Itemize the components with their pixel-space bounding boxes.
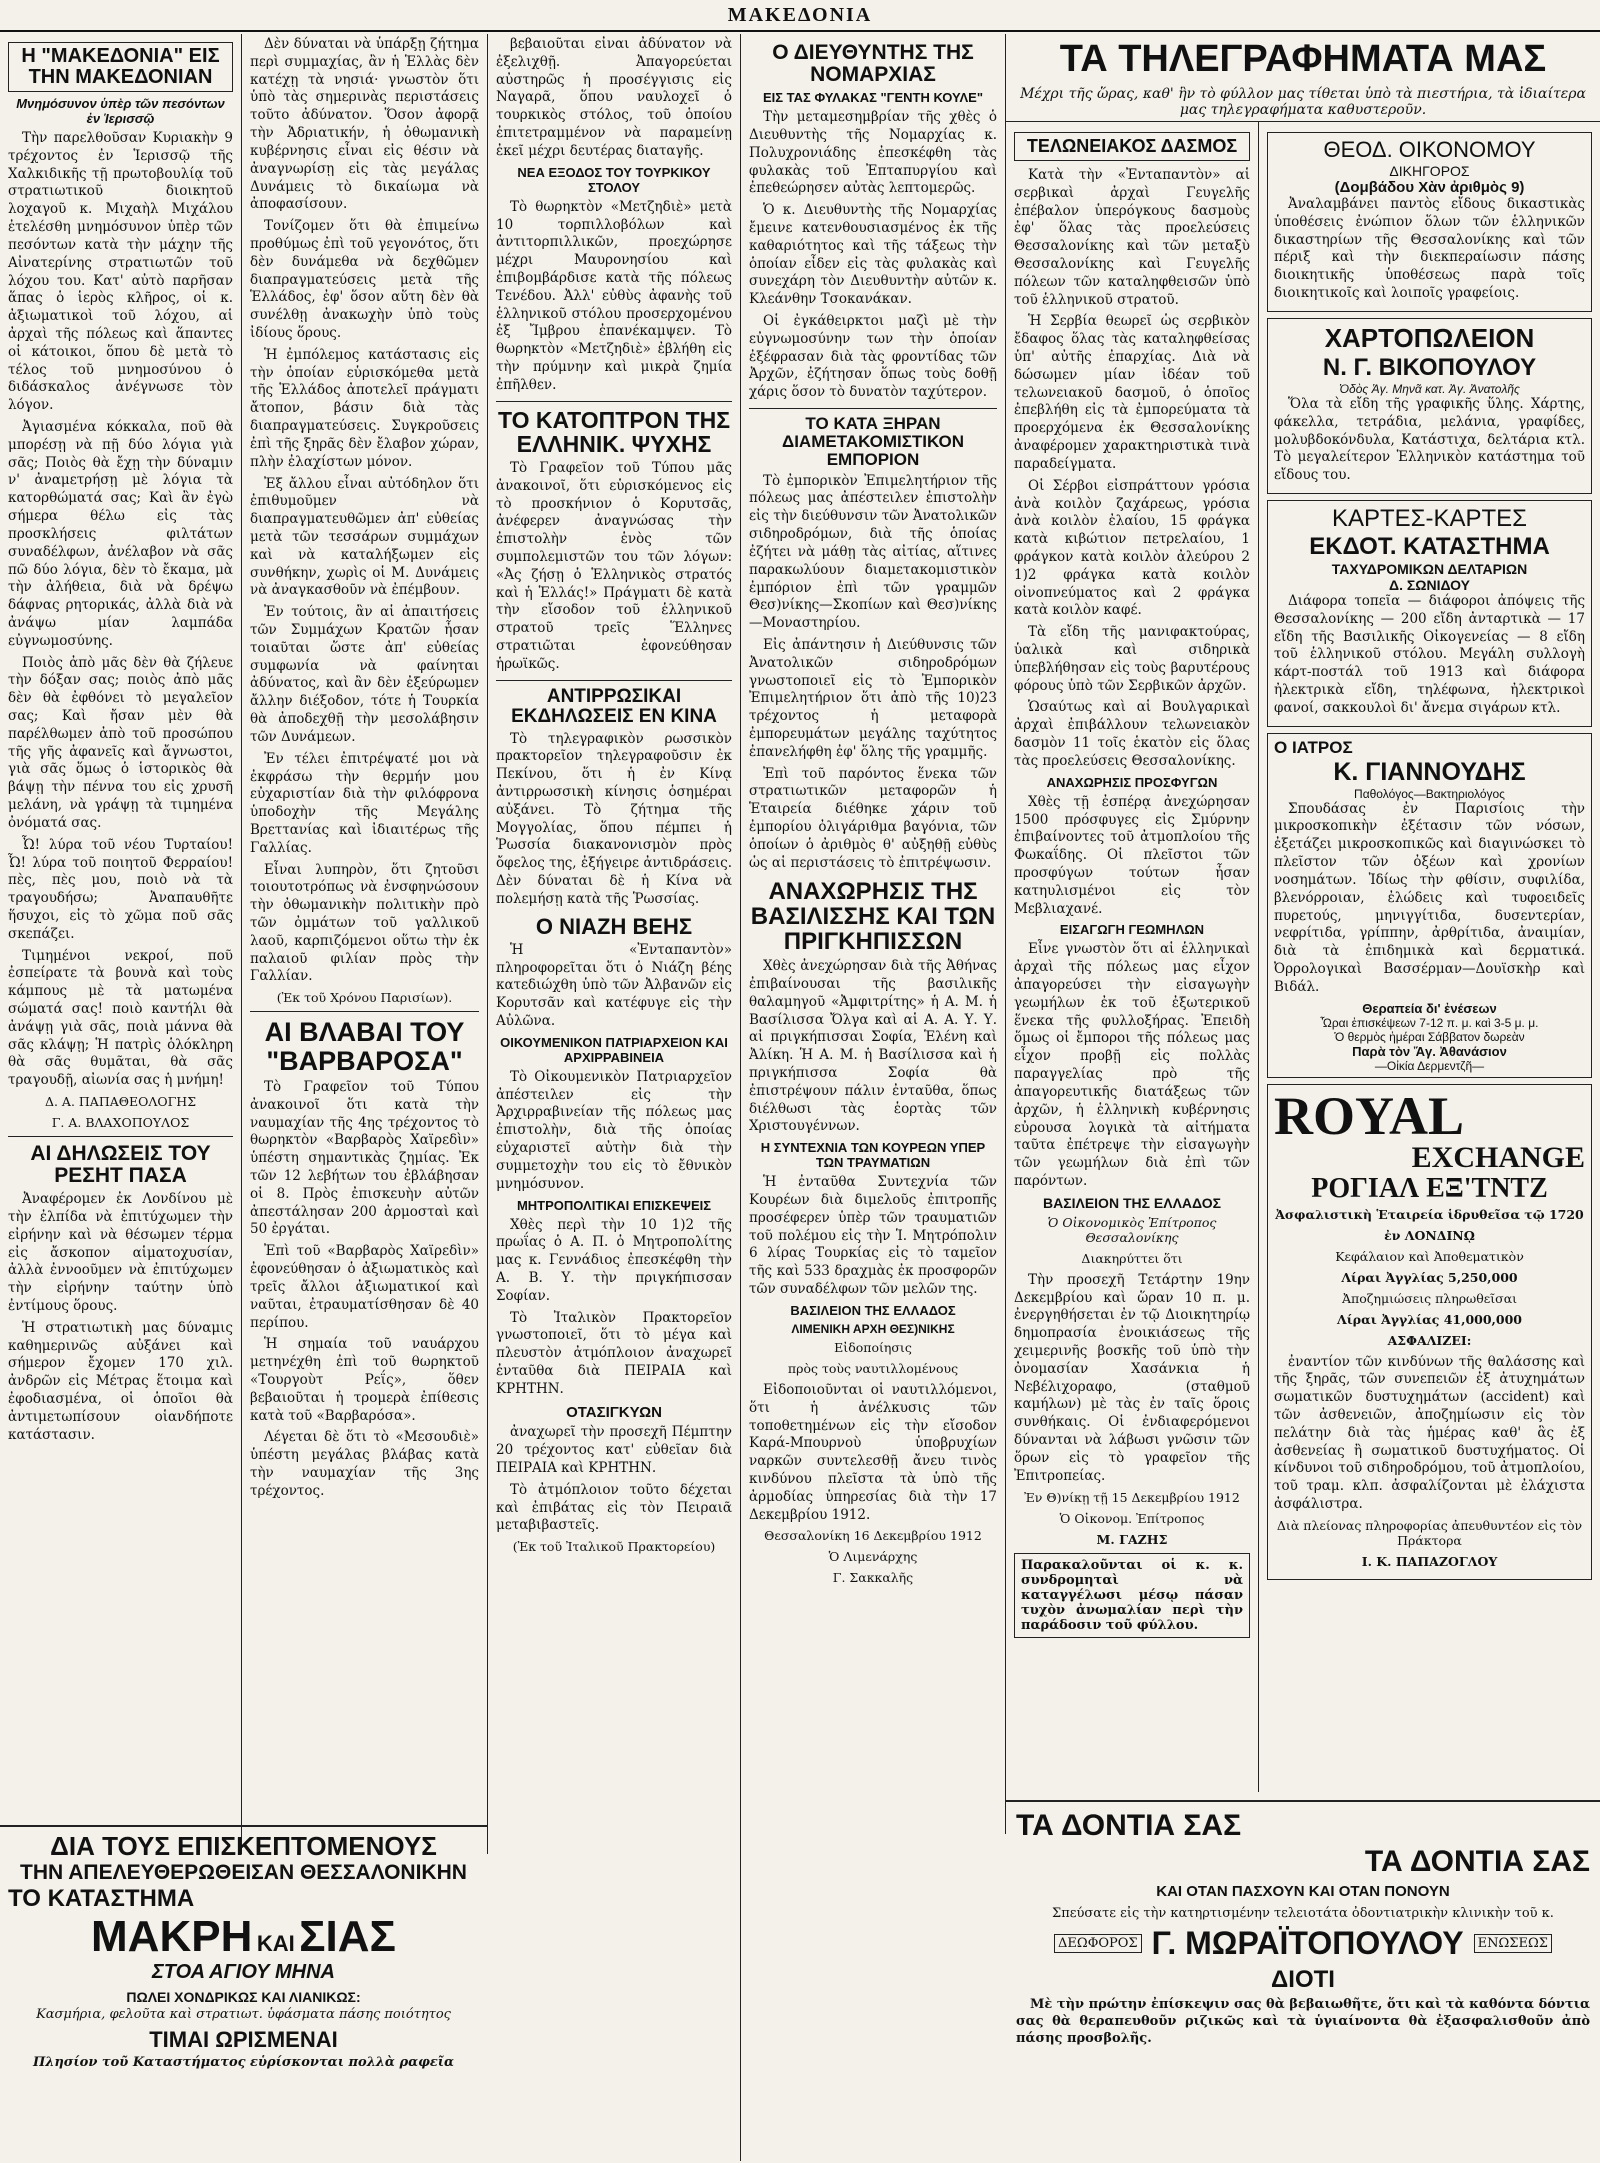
article-text: Ἐπὶ τοῦ «Βαρβαρὸς Χαϊρεδὶν» ἐφονεύθησαν ὁ ἀξιωματικὸς καὶ τρεῖς ἄλλοι ἀξιωματικοί καὶ ναῦται, ἐτραυματίσθησαν δὲ 40 περίπου. (250, 1243, 479, 1331)
article-text: Οἱ Σέρβοι εἰσπράττουν γρόσια ἀνὰ κοιλὸν ζαχάρεως, γρόσια ἀνὰ κοιλὸν ἐλαίου, 15 φράγκα κατὰ κιβώτιον πετρελαίου, 1 φράγκον κατὰ κοιλὸν ἀλεύρου 2 1)2 φράγκα κατὰ κοιλὸν οἰνοπνεύματος καὶ 2 φράγκα κατὰ κοιλὸν καφέ. (1014, 477, 1250, 619)
headline-refugees: ΑΝΑΧΩΡΗΣΙΣ ΠΡΟΣΦΥΓΩΝ (1046, 774, 1218, 790)
article-text: βεβαιοῦται εἶναι ἀδύνατον νὰ ἐξελιχθῇ. Ἀπαγορεύεται αὐστηρῶς ἡ προσέγγισις εἰς Ναγαρᾶ, ὅπου ναυλοχεῖ ὁ τουρκικὸς στόλος, τοῦ ὁποίου ἐπιτετραμμένον νὰ παραμείνῃ ἐκεῖ μέχρι δευτέρας διαταγῆς. (496, 36, 732, 159)
ad-postcards (1267, 500, 1592, 727)
ad-store-name (8, 1911, 479, 1961)
ad-text: Ὅλα τὰ εἴδη τῆς γραφικῆς ὕλης. Χάρτης, φάκελλα, τετράδια, μελάνια, γραφίδες, μολυβδοκόνδυλα, Κατάστιχα, δελτάρια κτλ. Τὸ μεγαλείτερον Ἑλληνικὸν κατάστημα τοῦ εἴδους του. (1274, 395, 1585, 484)
ad-line: Κασμήρια, φελοῦτα καὶ στρατιωτ. ὑφάσματα πάσης ποιότητος (36, 2006, 451, 2022)
article-text: Τὸ Οἰκουμενικὸν Πατριαρχεῖον ἀπέστειλεν εἰς τὴν Ἀρχιρραβινείαν τῆς πόλεως μας ἐπιστολὴν, διὰ τῆς ὁποίας εὐχαριστεῖ αὐτὴν διὰ τὴν συμμετοχὴν του εἰς τὸ ἔθνικὸν μνημόσυνον. (496, 1068, 732, 1192)
ad-owner: Ν. Γ. ΒΙΚΟΠΟΥΛΟΥ (1322, 353, 1537, 381)
source-line: (Ἐκ τοῦ Ἰταλικοῦ Πρακτορείου) (512, 1539, 716, 1555)
article-text: Τὴν παρελθοῦσαν Κυριακὴν 9 τρέχοντος ἐν Ἱερισσῷ τῆς Χαλκιδικῆς τῇ πρωτοβουλίᾳ τοῦ στρατιωτικοῦ διοικητοῦ λοχαγοῦ κ. Μιχαὴλ Μιχάλου ἐτελέσθη μνημόσυνον ὑπὲρ τῶν πεσόντων κατὰ τὴν μάχην τῆς Αἰνατερίνης στρατιωτῶν τοῦ λόχου του. Κατ' αὐτὸ παρῆσαν ἅπας ὁ ἱερὸς κλῆρος, οἱ κ. ἀξιωματικοὶ τοῦ λόχου, αἱ ἀρχαὶ τῆς πόλεως καὶ ἅπαντες οἱ κάτοικοι, ὅπου δὲ μετὰ τὸ τέλος τοῦ μνημοσύνου ὁ διδάσκαλος ἀνέγνωσε τὸν λόγον. (8, 130, 233, 414)
article-text: Εἶναι λυπηρὸν, ὅτι ζητοῦσι τοιουτοτρόπως νὰ ἐνσφηνώσουν τὴν ὀθωμανικὴν πολιτικὴν πρὸ τῶν ὀμμάτων τοῦ γαλλικοῦ λαοῦ, καρπιζόμενοι οὕτω τὴν ἐκ παλαιοῦ φιλίαν πρὸς τὴν Γαλλίαν. (250, 861, 479, 985)
ad-title: ΚΑΡΤΕΣ-ΚΑΡΤΕΣ (1331, 504, 1528, 532)
ad-text: ἐναντίον τῶν κινδύνων τῆς θαλάσσης καὶ τῆς ξηρᾶς, τῶν συνεπειῶν ἐξ ἀτυχημάτων σωματικῶν δυστυχημάτων (accident) καὶ τῶν ἀσθενειῶν, ἀποζημίωσιν εἰς τὸν πελάτην διὰ τὰς ἡμέρας καθ' ἃς ἐξ ἀσθενείας ἢ σωματικοῦ δυστυχήματος. Οἱ κίνδυνοι τοῦ σιδηροδρόμου, τοῦ ἀτμοπλοίου, τοῦ τραμ. κλπ. ἀσφαλίζονται μὲ ἐλάχιστα ἀσφάλιστρα. (1274, 1353, 1585, 1513)
ad-line: ΤΗΝ ΑΠΕΛΕΥΘΕΡΩΘΕΙΣΑΝ ΘΕΣΣΑΛΟΝΙΚΗΝ (20, 1861, 467, 1885)
article-text: Ἡ Σερβία θεωρεῖ ὡς σερβικὸν ἔδαφος ὅλας τὰς καταληφθείσας ὑπ' αὐτῆς ἐπαρχίας. Διὰ νὰ δώσωμεν μίαν ἰδέαν τοῦ τελωνειακοῦ δασμοῦ, ὁ ὁποῖος ἐπεβλήθη εἰς τὰ ἐμπορεύματα τὰ προερχόμενα ἐκ Θεσσαλονίκης ἀναφέρομεν χαρακτηριστικὰ τινὰ παραδείγματα. (1014, 313, 1250, 472)
article-text: Τὰ εἴδη τῆς μανιφακτούρας, ὑαλικὰ καὶ σιδηρικὰ ὑπεβλήθησαν εἰς τοὺς βαρυτέρους φόρους ὑπὸ τῶν Σερβικῶν ἀρχῶν. (1014, 624, 1250, 694)
ad-text: Μὲ τὴν πρώτην ἐπίσκεψιν σας θὰ βεβαιωθῆτε, ὅτι καὶ τὰ καθόντα δόντια σας θὰ θεραπευθοῦν ριζικῶς καὶ τὰ ὑγιαίνοντα θὰ ἐξασφαλισθοῦν ἀπὸ πάσης προσβολῆς. (1016, 1996, 1590, 2047)
article-text: Τὸ Ἰταλικὸν Πρακτορεῖον γνωστοποιεῖ, ὅτι τὸ μέγα καὶ πλευστὸν ἀτμόπλοιον ἀναχωρεῖ ἐνταῦθα διὰ ΠΕΙΡΑΙΑ καὶ ΚΡΗΤΗΝ. (496, 1309, 732, 1397)
ad-amount: Λίραι Ἀγγλίας 5,250,000 (1341, 1269, 1518, 1285)
ad-text: Ἀποζημιώσεις πληρωθεῖσαι (1341, 1290, 1518, 1306)
telegrams-banner (1006, 36, 1600, 122)
article-text: Ἡ ἐμπόλεμος κατάστασις εἰς τὴν ὁποίαν εὑρισκόμεθα μετὰ τῆς Ἑλλάδος ἀποτελεῖ πράγματι ἄτοπον, βάσιν διὰ τὰς διαπραγματεύσεις. Συγκροῦσεις ἐπὶ τῆς ξηρᾶς δὲν ἔλαβον χώραν, πλὴν ἐλαχίστων μόνον. (250, 346, 479, 470)
subheadline: ΛΙΜΕΝΙΚΗ ΑΡΧΗ ΘΕΣ)ΝΙΚΗΣ (791, 1321, 955, 1336)
date-line: Ἐν Θ)νίκῃ τῇ 15 Δεκεμβρίου 1912 (1024, 1489, 1240, 1505)
ad-dentist (1006, 1800, 1600, 2163)
ad-title: Κ. ΓΙΑΝΝΟΥΔΗΣ (1333, 757, 1526, 786)
divider (496, 680, 732, 681)
source-line: (Ἐκ τοῦ Χρόνου Παρισίων). (276, 990, 453, 1006)
headline-kingdom: ΒΑΣΙΛΕΙΟΝ ΤΗΣ ΕΛΛΑΔΟΣ (1042, 1194, 1222, 1211)
ad-title: ΧΑΡΤΟΠΩΛΕΙΟΝ (1324, 322, 1535, 353)
article-text: Εἰς ἀπάντησιν ἡ Διεύθυνσις τῶν Ἀνατολικῶν σιδηροδρόμων γνωστοποιεῖ εἰς τὸ Ἐμπορικὸν Ἐπιμελητήριον ὅτι ἀπὸ τῆς 10)23 τρέχοντος ἡ μεταφορὰ ἐμπορευμάτων μεγάλης ταχύτητος ἐπανελήφθη ἐφ' ὅλης τῆς γραμμῆς. (749, 636, 997, 760)
headline-customs: ΤΕΛΩΝΕΙΑΚΟΣ ΔΑΣΜΟΣ (1014, 132, 1250, 161)
article-text: Ποιὸς ἀπὸ μᾶς δὲν θὰ ζήλευε τὴν δόξαν σας; ποιὸς ἀπὸ μᾶς δὲν θὰ ἐφθόνει τὸ μεγαλεῖον σας; Καὶ ἤσαν μὲν θὰ παρέλθωμεν ἀπὸ τοῦ προσώπου τῆς γῆς ἀφανεῖς καὶ ἄγνωστοι, γιὰ σᾶς ὅμως ὁ ἱστορικὸς θὰ βάψῃ τὴν πέννα του εἰς χρυσῆ μελάνη, νὰ γράψῃ τὰ τιμημένα ὀνόματά σας. (8, 654, 233, 831)
ad-lawyer (1267, 132, 1592, 312)
headline-niazi-bey: Ο ΝΙΑΖΗ ΒΕΗΣ (535, 913, 693, 939)
ad-text: Σπουδάσας ἐν Παρισίοις τὴν μικροσκοπικὴν ἐξέτασιν τῶν νόσων, ἐξετάζει μικροσκοπικῶς καὶ διαγινώσκει τὸ πλεῖστον τῶν ὀξέων καὶ χρονίων νοσημάτων. Ἰδίως τὴν φθίσιν, συφιλίδα, βλενόρροιαν, ἐλώδεις καὶ τυφοειδεῖς πυρετούς, μηνιγγίτιδα, δυσεντερίαν, νεφρίτιδα, γρίππην, ἀρθρίτιδα, ἀναιμίαν, διὰ τὰ ἐπιδημικὰ καὶ δερματικά. Ὀρρολογικαὶ Βασσέρμαν—Δουϊσκὴρ καὶ Βιδάλ. (1274, 800, 1585, 995)
ad-stationery (1267, 318, 1592, 494)
article-text: Τὸ ἐμπορικὸν Ἐπιμελητήριον τῆς πόλεως μας ἀπέστειλεν ἐπιστολὴν εἰς τὴν διεύθυνσιν τῶν Ἀνατολικῶν σιδηροδρόμων, διὰ τῆς ὁποίας ἐζήτει νὰ μάθῃ τὰς αἰτίας, αἵτινες παρακωλύουν διαμετακομιστικὸν ἐμπόριον ἐπὶ τῶν γραμμῶν Θεσ)νίκης—Σκοπίων καὶ Θεσ)νίκης—Μοναστηρίου. (749, 472, 997, 632)
article-text: Λέγεται δὲ ὅτι τὸ «Μεσουδιὲ» ὑπέστη μεγάλας βλάβας κατὰ τὴν ναυμαχίαν τῆς 3ης τρέχοντος. (250, 1429, 479, 1499)
ad-hours: Ὁ θερμὸς ἡμέραι Σάββατον δωρεὰν (1334, 1029, 1525, 1044)
article-text: Κατὰ τὴν «Ἐνταπαντὸν» αἱ σερβικαὶ ἀρχαὶ Γευγελῆς ἐπέβαλον ὑπερόγκους δασμοὺς ἐφ' ὅλας τὰς προελεύσεις Θεσσαλονίκης καὶ τῶν μεταξὺ Θεσσαλονίκης καὶ Γευγελῆς πόλεων τῶν καταληφθεισῶν ὑπὸ τοῦ ἑλληνικοῦ στρατοῦ. (1014, 166, 1250, 308)
ad-text: Θεραπεία δι' ἐνέσεων (1362, 1000, 1497, 1016)
column-2 (242, 36, 487, 1816)
ad-royal-exchange (1267, 1084, 1592, 1580)
headline-metropolitan: ΜΗΤΡΟΠΟΛΙΤΙΚΑΙ ΕΠΙΣΚΕΨΕΙΣ (516, 1197, 712, 1213)
ad-subtitle: ΔΙΚΗΓΟΡΟΣ (1389, 163, 1470, 179)
article-text: Ἐν τούτοις, ἂν αἱ ἀπαιτήσεις τῶν Συμμάχων Κρατῶν ἦσαν τοιαῦται ὥστε ἀπ' εὐθείας συμφωνία νὰ φαίνηται ἀδύνατος, καὶ ἂν δὲν ἐξεύρωμεν ἄλλην διέξοδον, τότε ἡ Τουρκία θὰ ἀποδεχθῇ τὴν μεσολάβησιν τῶν Δυνάμεων. (250, 604, 479, 745)
article-text: Ὦ! λύρα τοῦ νέου Τυρταίου! Ὦ! λύρα τοῦ ποιητοῦ Φερραίου! πὲς, πὲς μου, ποιὸ νὰ τὰ τραγουδήσω; Ἀναπαυθῆτε ἥσυχοι, εἰς τὸ χῶμα ποῦ σᾶς σκεπάζει. (8, 836, 233, 942)
headline-nomarchy: Ο ΔΙΕΥΘΥΝΤΗΣ ΤΗΣ ΝΟΜΑΡΧΙΑΣ (772, 41, 974, 87)
ad-address: (Δομβάδου Χὰν ἀριθμὸς 9) (1334, 179, 1525, 196)
notice-title: πρὸς τοὺς ναυτιλλομένους (787, 1360, 959, 1376)
ad-text: Ἀσφαλιστικὴ Ἑταιρεία ἱδρυθεῖσα τῷ 1720 (1275, 1206, 1584, 1222)
headline-reshit-pasha: ΑΙ ΔΗΛΩΣΕΙΣ ΤΟΥ ΡΕΣΗΤ ΠΑΣΑ (30, 1142, 211, 1188)
article-text: Τὴν προσεχῆ Τετάρτην 19ην Δεκεμβρίου καὶ ὥραν 10 π. μ. ἐνεργηθήσεται ἐν τῷ Διοικητηρίῳ δημοπρασία ἐνοικιάσεως τῆς χειμερινῆς βοσκῆς τοῦ ὑπὸ τὴν ὀνομασίαν Χασάνκια ἡ Νεβέλιχοραφο, (σταθμοῦ καμήλων) μὲ τὰς ἐν ταῖς ὅροις συνθήκαις. Οἱ ἐνδιαφερόμενοι δύνανται νὰ λάβωσι γνῶσιν τῶν ὅρων εἰς τὸ γραφεῖον τῆς Ἐπιτροπείας. (1014, 1271, 1250, 1484)
ad-address: Παρὰ τὸν Ἅγ. Ἀθανάσιον (1352, 1043, 1507, 1059)
banner-title: ΤΑ ΤΗΛΕΓΡΑΦΗΜΑΤΑ ΜΑΣ (1059, 38, 1547, 80)
ad-title: ΤΑ ΔΟΝΤΙΑ ΣΑΣ (1364, 1844, 1590, 1878)
column-3 (488, 36, 740, 2136)
article-text: Ἡ «Ἐνταπαντὸν» πληροφορεῖται ὅτι ὁ Νιάζη βέης κατεδιώχθη ὑπὸ τῶν Ἀλβανῶν εἰς Κορυτσᾶν καὶ κατέφυγε εἰς τὴν Αὐλῶνα. (496, 941, 732, 1029)
banner-subtitle: Μέχρι τῆς ὥρας, καθ' ἣν τὸ φύλλον μας τίθεται ὑπὸ τὰ πιεστήρια, τὰ ἰδιαίτερα μας τηλεγραφήματα καθυστεροῦν. (1020, 85, 1586, 118)
ad-address: Ὁδὸς Ἁγ. Μηνᾶ κατ. Ἀγ. Ἀνατολῆς (1339, 381, 1520, 396)
ad-line: ΔΙΑ ΤΟΥΣ ΕΠΙΣΚΕΠΤΟΜΕΝΟΥΣ (50, 1831, 437, 1861)
article-text: Ἡ ἐνταῦθα Συντεχνία τῶν Κουρέων διὰ διμελοῦς ἐπιτροπῆς προσέφερεν ὑπὲρ τῶν τραυματιῶν τοῦ πολέμου εἰς τὴν Ἱ. Μητρόπολιν 6 λίρας Τουρκίας εἰς τὸ ταμεῖον τῆς καὶ 533 δραχμὰς ἐκ προσφορῶν τῶν συναδέλφων τῶν μελῶν της. (749, 1174, 997, 1298)
ad-text: Διὰ πλείονας πληροφορίας ἀπευθυντέον εἰς τὸν Πράκτορα (1276, 1517, 1583, 1548)
ad-brand: EXCHANGE (1411, 1140, 1585, 1174)
article-text: Ἡ σημαία τοῦ ναυάρχου μετηνέχθη ἐπὶ τοῦ θωρηκτοῦ «Τουργοὺτ Ρεΐς», ὅθεν βεβαιοῦται ἡ τρομερὰ ἐπίθεσις κατὰ τοῦ «Βαρβαρόσα». (250, 1336, 479, 1424)
ad-agent: Ι. Κ. ΠΑΠΑΖΟΓΛΟΥ (1361, 1553, 1498, 1569)
article-text: Τὸ ἀτμόπλοιον τοῦτο δέχεται καὶ ἐπιβάτας εἰς τὸν Πειραιᾶ μεταβιβαστεῖς. (496, 1481, 732, 1534)
ad-doctor (1267, 733, 1592, 1078)
headline-potatoes: ΕΙΣΑΓΩΓΗ ΓΕΩΜΗΛΩΝ (1059, 922, 1205, 938)
signature: Μ. ΓΑΖΗΣ (1096, 1531, 1168, 1547)
ad-line: ΤΟ ΚΑΤΑΣΤΗΜΑ (8, 1885, 195, 1913)
article-text: Ὁ κ. Διευθυντὴς τῆς Νομαρχίας ἔμεινε κατενθουσιασμένος ἐκ τῆς καθαριότητος καὶ τῆς τάξεως τὴν ὁποίαν εἶδεν εἰς τὰς φυλακὰς καὶ συνεχάρη τὸν Διευθυντὴν αὐτῶν κ. Κλεάνθην Τσοκανάκαν. (749, 202, 997, 308)
ad-brand: ΜΑΚΡΗ (91, 1911, 253, 1961)
ad-line: ΣΤΟΑ ΑΓΙΟΥ ΜΗΝΑ (151, 1960, 336, 1983)
subheadline: Μνημόσυνον ὑπὲρ τῶν πεσόντων ἐν Ἱερισσῷ (16, 96, 225, 126)
masthead: ΜΑΚΕΔΟΝΙΑ (0, 0, 1600, 32)
headline-barbarossa: ΑΙ ΒΛΑΒΑΙ ΤΟΥ "ΒΑΡΒΑΡΟΣΑ" (264, 1017, 465, 1076)
subheadline: Ὁ Οἰκονομικὸς Ἐπίτροπος Θεσσαλονίκης (1047, 1214, 1217, 1245)
ad-line: ΠΩΛΕΙ ΧΟΝΔΡΙΚΩΣ ΚΑΙ ΛΙΑΝΙΚΩΣ: (126, 1988, 361, 2005)
ad-text: Διάφορα τοπεῖα — διάφοροι ἀπόψεις τῆς Θεσσαλονίκης — 200 εἴδη ἀνταρτικὰ — 17 εἴδη τῆς Βασιλικῆς Οἰκογενείας — 8 εἴδη τοῦ ἑλληνικοῦ στόλου. Μεγάλη συλλογὴ κάρτ-ποστάλ τοῦ 1913 καὶ διάφορα ἠλεκτρικὰ εἴδη, τηλέφωνα, ἠλεκτρικοὶ φανοί, σακκουλοὶ δι' ἄνεμα σιγάρων κτλ. (1274, 592, 1585, 716)
ad-owner-row (1016, 1927, 1590, 1961)
column-4 (741, 36, 1005, 2156)
signature: Δ. Α. ΠΑΠΑΘΕΟΛΟΓΗΣ (44, 1094, 197, 1110)
divider (749, 408, 997, 409)
headline-transit-trade: ΤΟ ΚΑΤΑ ΞΗΡΑΝ ΔΙΑΜΕΤΑΚΟΜΙΣΤΙΚΟΝ ΕΜΠΟΡΙΟΝ (781, 414, 965, 469)
ad-line: Πλησίον τοῦ Καταστήματος εὑρίσκονται πολλὰ ραφεῖα (32, 2054, 455, 2070)
column-5 (1006, 126, 1258, 1786)
ad-store: ΕΚΔΟΤ. ΚΑΤΑΣΤΗΜΑ (1309, 532, 1550, 560)
column-6-ads (1259, 126, 1600, 1786)
ad-heading: Ο ΙΑΤΡΟΣ (1274, 737, 1353, 757)
article-text: Τὸ τηλεγραφικὸν ρωσσικὸν πρακτορεῖον τηλεγραφοῦσιν ἐκ Πεκίνου, ὅτι ἡ ἐν Κίνᾳ ἀντιρρωσσικὴ κίνησις ὁσημέραι αὐξάνει. Τὸ ζήτημα τῆς Μογγολίας, ὅπου πέμπει ἡ Ῥωσσία διακανονισμὸν πρὸς ὄφελος της, ἐξήγειρε ἀντιδράσεις. Δὲν δύναται δὲ ἡ Κίνα νὰ πολεμήσῃ κατὰ τῆς Ῥωσσίας. (496, 730, 732, 907)
headline-kingdom: ΒΑΣΙΛΕΙΟΝ ΤΗΣ ΕΛΛΑΔΟΣ (790, 1302, 956, 1318)
article-text: Δὲν δύναται νὰ ὑπάρξῃ ζήτημα περὶ συμμαχίας, ἂν ἡ Ἑλλὰς δὲν κατέχῃ τὰ νησιά· γνωστὸν ὅτι ὑπὸ τὰς σημερινὰς περιστάσεις τοῦτο ἀδύνατον. Ὅσον ἀφορᾷ τὴν Ἀδριατικήν, ἡ ὀθωμανικὴ κυβέρνησις εἶναι εἰς θέσιν νὰ ἀναγνωρίσῃ εἰς τὰς μεγάλας Δυνάμεις τὸ δικαίωμα νὰ ἀποφασίσουν. (250, 36, 479, 213)
article-text: Ἐπὶ τοῦ παρόντος ἕνεκα τῶν στρατιωτικῶν μεταφορῶν ἡ Ἑταιρεία διέθηκε χάριν τοῦ ἐμπορίου ὀλιγάριθμα βαγόνια, τῶν ὁποίων ὁ ἀριθμὸς θ' αὐξηθῇ εὐθὺς ὡς αἱ περιστάσεις τὸ ἐπιτρέψωσιν. (749, 765, 997, 871)
article-text: Τιμημένοι νεκροί, ποῦ ἐσπείρατε τὰ βουνὰ καὶ τοὺς κάμπους μὲ τὰ ματωμένα σώματά σας! ποιὸ καντήλι θὰ ἀνάψῃ γιὰ σᾶς, ποιὰ μάννα θὰ σᾶς κλάψῃ; Ἡ πατρὶς ὁλόκληρη θὰ σᾶς θυμᾶται, θὰ σᾶς τραγουδῇ, αἰωνία σας ἡ μνήμη! (8, 947, 233, 1089)
headline-turkish-fleet: ΝΕΑ ΕΞΟΔΟΣ ΤΟΥ ΤΟΥΡΚΙΚΟΥ ΣΤΟΛΟΥ (517, 164, 711, 195)
signature: Γ. Σακκαλῆς (832, 1570, 914, 1586)
divider (496, 401, 732, 402)
date-line: Θεσσαλονίκη 16 Δεκεμβρίου 1912 (764, 1528, 982, 1544)
ad-line: ΚΑΙ ΟΤΑΝ ΠΑΣΧΟΥΝ ΚΑΙ ΟΤΑΝ ΠΟΝΟΥΝ (1156, 1883, 1450, 1900)
headline-katoptron: ΤΟ ΚΑΤΟΠΤΡΟΝ ΤΗΣ ΕΛΛΗΝΙΚ. ΨΥΧΗΣ (497, 406, 731, 457)
article-text: Τὴν μεταμεσημβρίαν τῆς χθὲς ὁ Διευθυντὴς τῆς Νομαρχίας κ. Πολυχρονιάδης ἐπεσκέφθη τὰς φυλακὰς τοῦ Ἐπταπυργίου καὶ ἐπεθεώρησεν αὐτὰς λεπτομερῶς. (749, 109, 997, 197)
column-1 (0, 36, 241, 1816)
ad-text: Κεφάλαιον καὶ Ἀποθεματικὸν (1335, 1248, 1524, 1264)
ad-brand: ROYAL (1274, 1085, 1465, 1146)
article-text: Εἶνε γνωστὸν ὅτι αἱ ἑλληνικαὶ ἀρχαὶ τῆς πόλεως μας εἶχον ἀπαγορεύσει τὴν εἰσαγωγὴν γεωμήλων ἐκ τοῦ ἐξωτερικοῦ ἕνεκα τῆς φυλλοξήρας. Ἐπειδὴ ὅμως οἱ ἔμποροι τῆς πόλεως μας εἶχον προβῇ εἰς πολλὰς παραγγελίας πρὸ τῆς ἀπαγορευτικῆς διατάξεως τῶν ἀρχῶν, ἡ ἑλληνικὴ κυβέρνησις εὐρουσα λογικὰ τὰ αἰτήματα ταῦτα ἐπέτρεψε τὴν εἰσαγωγὴν τῶν γεωμήλων διὰ ἐπὶ τῶν παρόντων. (1014, 941, 1250, 1189)
ad-line: Σπεύσατε εἰς τὴν κατηρτισμένην τελειοτάτα ὀδοντιατρικὴν κλινικὴν τοῦ κ. (1052, 1906, 1554, 1921)
ad-brand: ΚΑΙ (256, 1930, 295, 1956)
ad-subtitle: ΤΑΧΥΔΡΟΜΙΚΩΝ ΔΕΛΤΑΡΙΩΝ (1331, 560, 1528, 577)
article-text: Τὸ Γραφεῖον τοῦ Τύπου ἀνακοινοῖ ὅτι κατὰ τὴν ναυμαχίαν τῆς 4ης τρέχοντος τὸ θωρηκτὸν «Βαρβαρὸς Χαϊρεδὶν» ὑπέστη σημαντικὰς ζημίας. Ἐκ τῶν 12 λεβήτων του ἐβλάβησαν οἱ 8. Πρὸς ἐπισκευὴν αὐτῶν ἀπεστάλησαν 200 ἀρμοσταὶ καὶ 50 ἐργάται. (250, 1078, 479, 1238)
notice-title: Διακηρύττει ὅτι (1081, 1250, 1183, 1266)
headline-makedonia: Η "ΜΑΚΕΔΟΝΙΑ" ΕΙΣ ΤΗΝ ΜΑΚΕΔΟΝΙΑΝ (8, 42, 233, 92)
headline-departure: ΑΝΑΧΩΡΗΣΙΣ ΤΗΣ ΒΑΣΙΛΙΣΣΗΣ ΚΑΙ ΤΩΝ ΠΡΙΓΚΗΠΙΣΣΩΝ (750, 877, 996, 955)
ad-line: ΔΙΟΤΙ (1271, 1965, 1335, 1993)
subscriber-notice: Παρακαλοῦνται οἱ κ. κ. συνδρομηταὶ νὰ καταγγέλωσι μέσῳ πάσαν τυχὸν ἀνωμαλίαν περὶ τὴν παράδοσιν τοῦ φύλλου. (1014, 1553, 1250, 1638)
ad-owner: Γ. ΜΩΡΑΪΤΟΠΟΥΛΟΥ (1151, 1925, 1464, 1961)
article-text: Ἐξ ἄλλου εἶναι αὐτόδηλον ὅτι ἐπιθυμοῦμεν νὰ διαπραγματευθῶμεν ἀπ' εὐθείας μετὰ τῶν τεσσάρων συμμάχων καὶ νὰ καταλήξωμεν εἰς συνθήκην, χωρὶς οἱ Μ. Δυνάμεις νὰ ἀναγκασθοῦν νὰ ἐπέμβουν. (250, 475, 479, 599)
divider (8, 1136, 233, 1137)
ad-brand: ΣΙΑΣ (299, 1911, 396, 1961)
headline-china: ΑΝΤΙΡΡΩΣΙΚΑΙ ΕΚΔΗΛΩΣΕΙΣ ΕΝ ΚΙΝΑ (511, 685, 717, 727)
ad-subtitle: Παθολόγος—Βακτηριολόγος (1354, 786, 1505, 801)
headline-patriarchate: ΟΙΚΟΥΜΕΝΙΚΟΝ ΠΑΤΡΙΑΡΧΕΙΟΝ ΚΑΙ ΑΡΧΙΡΡΑΒΙΝΕΙΑ (500, 1034, 728, 1065)
ad-address: —Οἰκία Δερμεντζῆ— (1374, 1058, 1485, 1073)
notice-title: Εἰδοποίησις (834, 1339, 912, 1355)
ad-owner: Δ. ΣΩΝΙΔΟΥ (1389, 576, 1470, 593)
ad-text: Ἀναλαμβάνει παντὸς εἴδους δικαστικὰς ὑποθέσεις ἐνώπιον ὅλων τῶν ἑλληνικῶν δικαστηρίων τῆς Θεσσαλονίκης καὶ τῶν πέριξ καὶ τὴν διεκπεραίωσιν πάσης διοικητικῆς ὑποθέσεως παρὰ τοῖς διοικητικοῖς καὶ λοιποῖς γραφείοις. (1274, 196, 1585, 302)
article-text: ἀναχωρεῖ τὴν προσεχῆ Πέμπτην 20 τρέχοντος κατ' εὐθεῖαν διὰ ΠΕΙΡΑΙΑ καὶ ΚΡΗΤΗΝ. (496, 1424, 732, 1476)
article-text: Εἰδοποιοῦνται οἱ ναυτιλλόμενοι, ὅτι ἡ ἀνέλκυσις τῶν τοποθετημένων εἰς τὴν εἴσοδον Καρά-Μπουρνοὺ ὑποβρυχίων ναρκῶν συντελεσθῇ ἄνευ τινὸς κινδύνου πλεῖστα τὰ ὑπὸ τῆς ἀρμοδίας ὑπηρεσίας διὰ τὴν 17 Δεκεμβρίου 1912. (749, 1381, 997, 1523)
article-text: Ἀγιασμένα κόκκαλα, ποῦ θὰ μπορέσῃ νὰ πῇ δύο λόγια γιὰ σᾶς; Ποιὸς θὰ ἔχῃ τὴν δύναμιν ν' ἀναμετρήσῃ μὲ λόγια τὰ κατορθώματά σας; Καὶ ἂν ἐγὼ σήμερα θέλω εἰς τὰς προσκλήσεις φιλτάτων συναδέλφων, ἀνέλαβον νὰ σᾶς πῶ δύο λόγια, δὲν τὸ ἔκαμα, μὰ τὴν ἀλήθεια, διὰ νὰ δρέψω δάφνας ρητορικάς, ἀλλὰ διὰ νὰ ἀνάψω μίαν λαμπάδα εὐγνωμοσύνης. (8, 419, 233, 649)
article-text: Ὡσαύτως καὶ αἱ Βουλγαρικαὶ ἀρχαὶ ἐπιβάλλουν τελωνειακὸν δασμὸν 11 τοῖς ἑκατὸν εἰς ὅλας τὰς προελεύσεις Θεσσαλονίκης. (1014, 699, 1250, 769)
ad-title: ΤΑ ΔΟΝΤΙΑ ΣΑΣ (1016, 1809, 1242, 1842)
signature-title: Ὁ Οἰκονομ. Ἐπίτροπος (1059, 1510, 1205, 1526)
ad-text: ΑΣΦΑΛΙΖΕΙ: (1387, 1332, 1472, 1348)
ad-text: ἐν ΛΟΝΔΙΝῼ (1384, 1227, 1475, 1243)
ad-brand-greek: ΡΟΓΙΑΛ ΕΞ'ΤΝΤΖ (1311, 1172, 1548, 1204)
ship-name: ΟΤΑΣΙΓΚΥΩΝ (566, 1403, 662, 1421)
ad-hours: Ὧραι ἐπισκέψεων 7-12 π. μ. καὶ 3-5 μ. μ. (1320, 1015, 1539, 1030)
ad-amount: Λίραι Ἀγγλίας 41,000,000 (1337, 1311, 1522, 1327)
ad-line: ΤΙΜΑΙ ΩΡΙΣΜΕΝΑΙ (149, 2026, 338, 2052)
article-text: Τὸ Γραφεῖον τοῦ Τύπου μᾶς ἀνακοινοῖ, ὅτι εὑρισκόμενος εἰς τὸ προσκήνιον ὁ Κορυτσᾶς, ἀνέφερεν ἀναγνώσας τὴν ἐπιστολὴν ἑνὸς τῶν συμπολεμιστῶν του τῶν λόγων: «Ἀς ζήσῃ ὁ Ἑλληνικὸς στρατός καὶ ἡ Ἑλλάς!» Πράγματι δὲ κατὰ τὴν εἴσοδον τοῦ ἑλληνικοῦ στρατοῦ τρεῖς Ἕλληνες στρατιῶται ἐφονεύθησαν ἡρωϊκῶς. (496, 459, 732, 672)
signature: Γ. Α. ΒΛΑΧΟΠΟΥΛΟΣ (51, 1115, 190, 1131)
article-text: Ἡ στρατιωτικὴ μας δύναμις καθημερινῶς αὐξάνει καὶ σήμερον ἔχομεν 170 χιλ. ἀνδρῶν εἰς Μέτρας ἕτοιμα καὶ ἐφοδιασμένα, οἱ ὁποῖοι θὰ ἀντιμετωπίσουν οἱανδήποτε κατάστασιν. (8, 1319, 233, 1443)
article-text: Χθὲς τῇ ἐσπέρᾳ ἀνεχώρησαν 1500 πρόσφυγες εἰς Σμύρνην ἐπιβαίνοντες τοῦ ἀτμοπλοίου τῆς Φωκαΐδης. Οἱ πλεῖστοι τῶν προσφύγων τούτων ἦσαν κατηυλισμένοι εἰς τὸν Μεβλιαχανέ. (1014, 793, 1250, 917)
ad-title: ΘΕΟΔ. ΟΙΚΟΝΟΜΟΥ (1323, 137, 1536, 162)
article-text: Χθὲς περὶ τὴν 10 1)2 τῆς πρωΐας ὁ Α. Π. ὁ Μητροπολίτης μας κ. Γεννάδιος ἐπεσκέφθη τὴν Α. Β. Υ. τὴν πριγκήπισσαν Σοφίαν. (496, 1216, 732, 1304)
article-text: Τονίζομεν ὅτι θὰ ἐπιμείνω προθύμως ἐπὶ τοῦ γεγονότος, ὅτι δὲν δυνάμεθα νὰ δεχθῶμεν διαπραγματεύσεις μετὰ τῆς Ἑλλάδος, ἐφ' ὅσον αὕτη δὲν θὰ συνέλθῃ ἀνακωχὴν ὑπὸ τοὺς ἰδίους ὅρους. (250, 218, 479, 341)
article-text: Ἀναφέρομεν ἐκ Λονδίνου μὲ τὴν ἐλπίδα νὰ ἐπιτύχωμεν τὴν εἰρήνην καὶ νὰ θέσωμεν τέρμα εἰς ἄσκοπον αἱματοχυσίαν, ἀλλὰ ἐννοοῦμεν νὰ ἐπιτύχωμεν τὴν εἰρήνην ταύτην ὑπὸ ἐντίμους ὅρους. (8, 1191, 233, 1315)
article-text: Οἱ ἐγκάθειρκτοι μαζὶ μὲ τὴν εὐγνωμοσύνην των τὴν ὁποίαν ἐξέφρασαν διὰ τὰς φροντίδας τῶν Ἀρχῶν, ἐζήτησαν ὅπως τοὺς δοθῇ χάρις ὅσον τὸ δυνατὸν ταχύτερον. (749, 313, 997, 401)
article-text: Χθὲς ἀνεχώρησαν διὰ τῆς Ἀθήνας ἐπιβαίνουσαι τῆς βασιλικῆς θαλαμηγοῦ «Ἀμφιτρίτης» ἡ Α. Μ. ἡ Βασίλισσα Ὄλγα καὶ αἱ Α. Α. Υ. Υ. αἱ πριγκήπισσαι Σοφία, Ἑλένη καὶ Ἀλίκη. Ἡ Α. Μ. ἡ Βασίλισσα καὶ ἡ πριγκήπισσα Σοφία θὰ ἐπιστρέψουν πάλιν ἐνταῦθα, ὅπως διέλθωσι τὰς ἑορτὰς τῶν Χριστουγέννων. (749, 958, 997, 1135)
ad-street: ΕΝΩΣΕΩΣ (1474, 1934, 1552, 1953)
signature-title: Ὁ Λιμενάρχης (828, 1549, 918, 1565)
subheadline: ΕΙΣ ΤΑΣ ΦΥΛΑΚΑΣ "ΓΕΝΤΗ ΚΟΥΛΕ" (762, 90, 984, 106)
article-text: Ἐν τέλει ἐπιτρέψατέ μοι νὰ ἐκφράσω τὴν θερμήν μου εὐχαριστίαν διὰ τὴν φιλόφρονα ὑποδοχὴν τῆς Μεγάλης Βρεττανίας καὶ ἰδιαιτέρως τῆς Γαλλίας. (250, 750, 479, 856)
ad-makris (0, 1825, 487, 2163)
article-text: Τὸ θωρηκτὸν «Μετζηδιὲ» μετὰ 10 τορπιλλοβόλων καὶ ἀντιτορπιλλικῶν, προεχώρησε μέχρι Μαυρονησίου καὶ ἐπιβομβάρδισε κατὰ τῆς πόλεως Τενέδου. Ἀλλ' εὐθὺς ἀφανὴς τοῦ ἑλληνικοῦ στόλου προσερχομένου ἐξ Ἴμβρου ἐπανέκαμψεν. Τὸ θωρηκτὸν «Μετζηδιὲ» ἐβλήθη εἰς τὴν πρύμνην καὶ μικρὰ ζημία ἐπῆλθεν. (496, 198, 732, 393)
headline-barbers: Η ΣΥΝΤΕΧΝΙΑ ΤΩΝ ΚΟΥΡΕΩΝ ΥΠΕΡ ΤΩΝ ΤΡΑΥΜΑΤΙΩΝ (760, 1140, 986, 1171)
divider (250, 1011, 479, 1012)
ad-street: ΔΕΩΦΟΡΟΣ (1054, 1934, 1142, 1953)
